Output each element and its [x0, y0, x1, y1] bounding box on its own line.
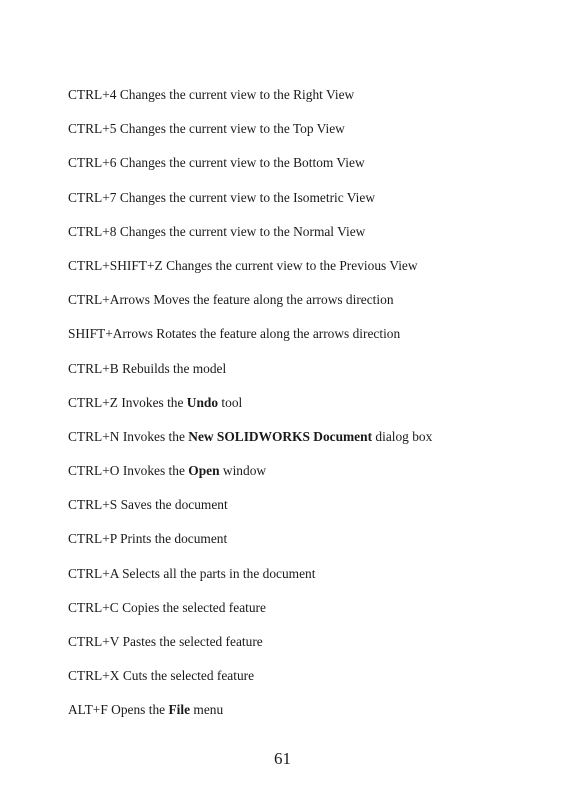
shortcut-description-bold: Open: [188, 463, 220, 479]
shortcut-line: [68, 496, 538, 530]
shortcut-key: CTRL+V: [68, 634, 120, 649]
shortcut-description: Invokes the: [122, 463, 185, 479]
shortcut-key: CTRL+Arrows: [68, 292, 150, 308]
shortcut-description: Opens the: [111, 702, 166, 718]
shortcut-key: CTRL+SHIFT+Z: [68, 257, 163, 273]
shortcut-key: CTRL+X: [68, 668, 120, 684]
shortcut-line: [68, 86, 538, 120]
shortcut-line: [68, 120, 538, 154]
shortcut-description: Rebuilds the model: [122, 360, 227, 376]
shortcut-description: Saves the document: [120, 497, 228, 513]
shortcut-line: [68, 462, 538, 496]
shortcut-line: [68, 565, 538, 599]
shortcut-description: Changes the current view to the Bottom View: [119, 155, 365, 171]
shortcut-description: Changes the current view to the Top View: [119, 121, 345, 137]
shortcut-key: SHIFT+Arrows: [68, 326, 153, 342]
shortcut-line: [68, 599, 538, 633]
shortcut-description: Selects all the parts in the document: [122, 565, 316, 581]
shortcut-description-end: tool: [221, 394, 243, 410]
shortcut-key: CTRL+C: [68, 599, 119, 615]
shortcut-list: [68, 86, 538, 736]
shortcut-description-bold: New SOLIDWORKS Document: [188, 428, 373, 444]
shortcut-description: Changes the current view to the Isometric View: [119, 189, 375, 205]
shortcut-description-end: window: [222, 463, 267, 479]
shortcut-description: Copies the selected feature: [122, 599, 266, 615]
shortcut-line: [68, 633, 538, 667]
shortcut-line: [68, 428, 538, 462]
shortcut-description: Changes the current view to the Previous View: [166, 257, 418, 273]
shortcut-description: Rotates the feature along the arrows direction: [156, 326, 401, 342]
page-number: 61: [274, 749, 291, 768]
shortcut-line: [68, 154, 538, 188]
shortcut-line: [68, 325, 538, 359]
shortcut-key: ALT+F: [68, 702, 108, 718]
shortcut-line: [68, 360, 538, 394]
shortcut-key: CTRL+8: [68, 223, 117, 239]
shortcut-description-bold: File: [168, 702, 191, 718]
shortcut-key: CTRL+P: [68, 531, 117, 547]
shortcut-line: [68, 189, 538, 223]
shortcut-description: Invokes the: [121, 394, 184, 410]
shortcut-line: [68, 257, 538, 291]
shortcut-key: CTRL+S: [68, 497, 118, 513]
shortcut-line: [68, 291, 538, 325]
shortcut-key: CTRL+4: [68, 87, 117, 102]
shortcut-line: [68, 530, 538, 564]
shortcut-key: CTRL+N: [68, 428, 120, 444]
shortcut-key: CTRL+5: [68, 121, 117, 137]
shortcut-description-end: menu: [193, 702, 224, 718]
shortcut-description: Prints the document: [120, 531, 228, 547]
shortcut-line: [68, 667, 538, 701]
shortcut-line: [68, 394, 538, 428]
shortcut-description: Cuts the selected feature: [122, 668, 255, 684]
shortcut-description: Invokes the: [122, 428, 185, 444]
shortcut-key: CTRL+A: [68, 565, 119, 581]
shortcut-key: CTRL+7: [68, 189, 117, 205]
shortcut-key: CTRL+6: [68, 155, 117, 171]
shortcut-line: [68, 223, 538, 257]
shortcut-description-end: dialog box: [375, 428, 433, 444]
shortcut-line: [68, 701, 538, 735]
shortcut-description: Pastes the selected feature: [122, 634, 263, 649]
shortcut-description-bold: Undo: [186, 394, 219, 410]
shortcut-key: CTRL+Z: [68, 394, 118, 410]
shortcut-key: CTRL+B: [68, 360, 119, 376]
shortcut-key: CTRL+O: [68, 463, 120, 479]
shortcut-description: Changes the current view to the Right View: [119, 87, 355, 102]
shortcut-description: Moves the feature along the arrows direction: [153, 292, 394, 308]
shortcut-description: Changes the current view to the Normal View: [119, 223, 366, 239]
